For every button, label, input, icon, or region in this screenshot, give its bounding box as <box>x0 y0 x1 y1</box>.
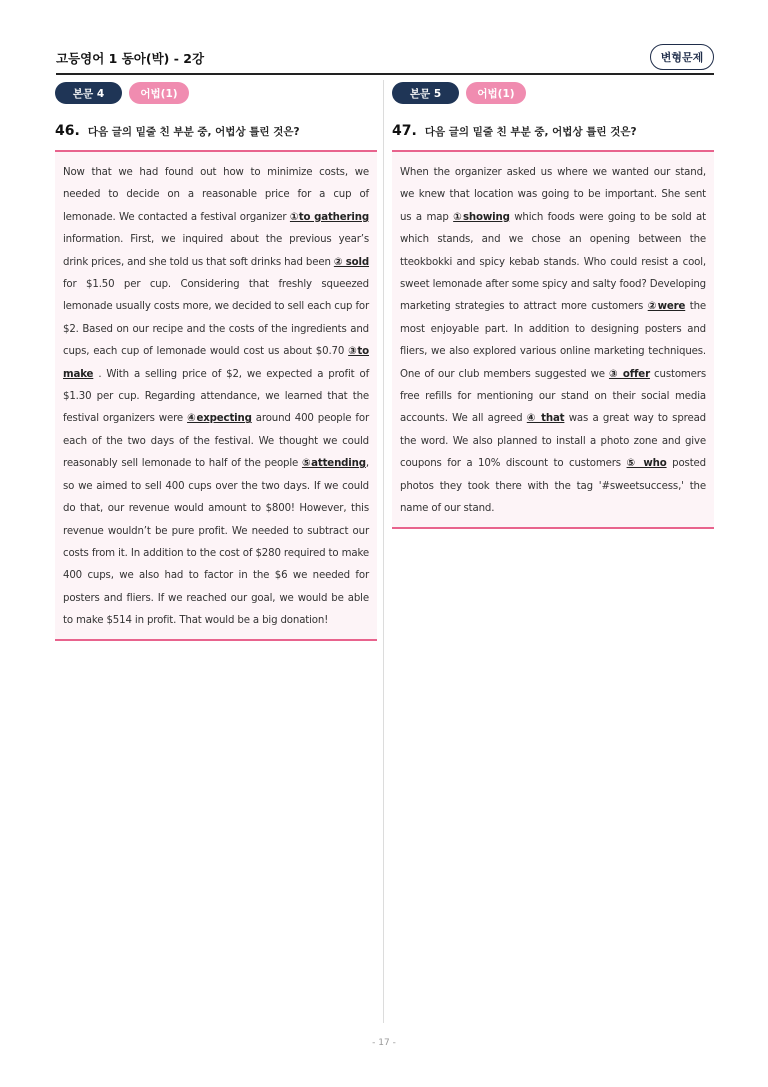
page-title: 고등영어 1 동아(박) - 2강 <box>56 51 205 66</box>
question-heading <box>55 123 377 143</box>
passage-run: . With a selling price of $2, we expected a profit of $1.30 per cup. Regarding attendance, we learned that the festival organizers were <box>63 368 369 425</box>
right-column <box>392 82 714 529</box>
question-heading <box>392 123 714 143</box>
question-number: 47. <box>392 123 417 139</box>
passage-run: around 400 people for each of the two days of the festival. We thought we could reasonably sell lemonade to half of the people <box>63 413 369 470</box>
underlined-choice: ⑤ who <box>626 458 667 470</box>
passage-box <box>392 150 714 529</box>
section-badge: 변형문제 <box>650 44 714 70</box>
underlined-choice: ④expecting <box>187 413 252 425</box>
underlined-choice: ⑤attending <box>301 458 366 470</box>
passage-text <box>400 162 706 521</box>
underlined-choice: ② sold <box>333 256 369 268</box>
passage-run: When the organizer asked us where we wanted our stand, we knew that location was going to be important. She sent us a map <box>400 167 706 223</box>
right-tags <box>392 82 714 104</box>
underlined-choice: ②were <box>647 301 686 313</box>
passage-run: customers free refills for mentioning our stand on their social media accounts. We all agreed <box>400 368 706 425</box>
passage-run: information. First, we inquired about the previous year’s drink prices, and she told us that soft drinks had been <box>63 234 369 268</box>
passage-run: which foods were going to be sold at which stands, and we chose an opening between the tteokbokki and spicy kebab stands. Who could resist a cool, sweet lemonade after some spicy and salty food? Developing marketing strategies to attract more customers <box>400 211 706 313</box>
left-column <box>55 82 377 641</box>
column-divider <box>383 80 384 1023</box>
passage-tag: 본문 5 <box>392 82 459 104</box>
underlined-choice: ③ offer <box>608 368 650 380</box>
left-tags <box>55 82 377 104</box>
category-tag: 어법(1) <box>129 82 189 104</box>
passage-run: for $1.50 per cup. Considering that freshly squeezed lemonade usually costs more, we decided to sell each cup for $2. Based on our recipe and the costs of the ingredients and cups, each cup of lemonade would cost us about $0.70 <box>63 279 369 358</box>
underlined-choice: ③to make <box>63 346 369 380</box>
passage-run: , so we aimed to sell 400 cups over the two days. If we could do that, our revenue would amount to $800! However, this revenue wouldn’t be pure profit. We needed to subtract our costs from it. In addition to the cost of $280 required to make 400 cups, we also had to factor in the $6 we needed for posters and fliers. If we reached our goal, we would be able to make $514 in profit. That would be a big donation! <box>63 458 369 627</box>
question-text: 다음 글의 밑줄 친 부분 중, 어법상 틀린 것은? <box>424 126 637 138</box>
passage-box <box>55 150 377 641</box>
category-tag: 어법(1) <box>466 82 526 104</box>
header-divider <box>56 73 714 75</box>
passage-run: was a great way to spread the word. We also planned to install a photo zone and give coupons for a 10% discount to customers <box>400 413 706 470</box>
page-number: - 17 - <box>372 1038 396 1048</box>
underlined-choice: ④ that <box>526 413 565 425</box>
passage-tag: 본문 4 <box>55 82 122 104</box>
passage-run: posted photos they took there with the tag '#sweetsuccess,' the name of our stand. <box>400 458 706 515</box>
question-text: 다음 글의 밑줄 친 부분 중, 어법상 틀린 것은? <box>87 126 300 138</box>
passage-run: Now that we had found out how to minimize costs, we needed to decide on a reasonable price for a cup of lemonade. We contacted a festival organizer <box>63 167 369 223</box>
underlined-choice: ①to gathering <box>289 211 369 223</box>
question-number: 46. <box>55 123 80 139</box>
underlined-choice: ①showing <box>453 211 510 223</box>
passage-text <box>63 162 369 633</box>
passage-run: the most enjoyable part. In addition to designing posters and fliers, we also explored various online marketing techniques. One of our club members suggested we <box>400 301 706 380</box>
